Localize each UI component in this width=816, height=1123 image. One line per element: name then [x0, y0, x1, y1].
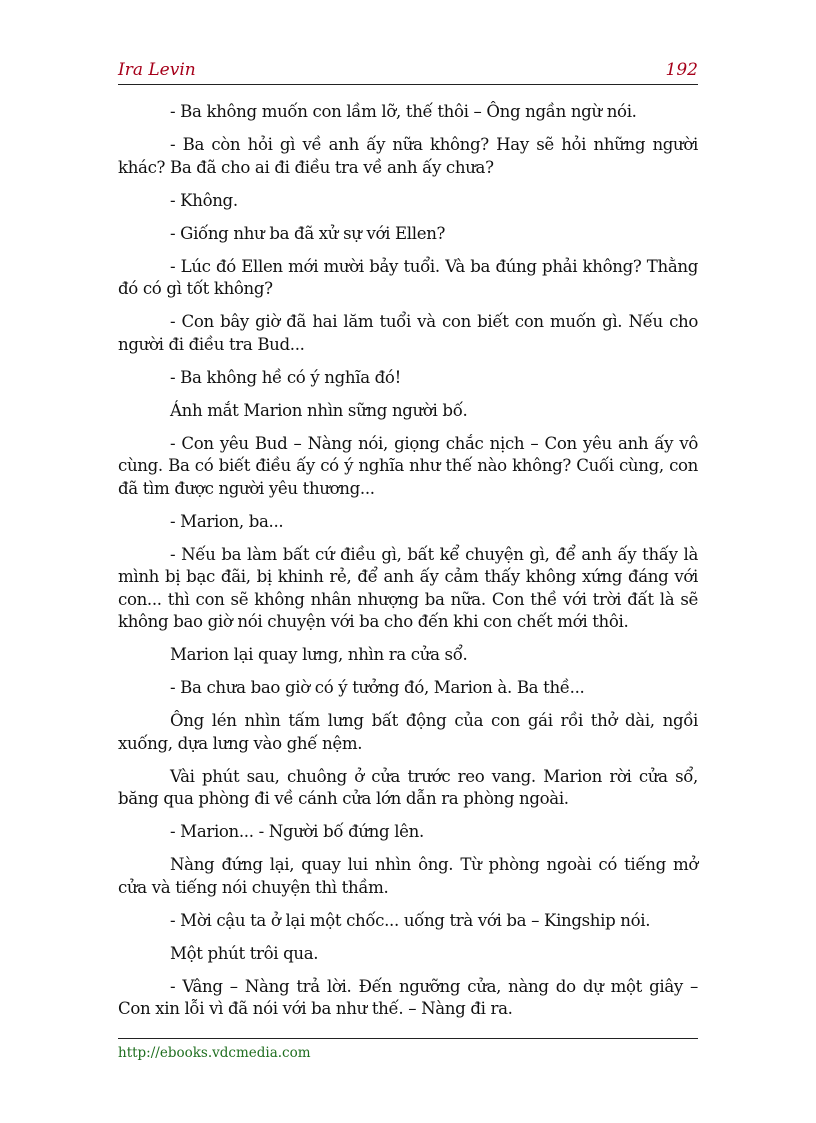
footer-divider: [118, 1038, 698, 1039]
paragraph: - Marion... - Người bố đứng lên.: [170, 822, 424, 841]
paragraph: Marion lại quay lưng, nhìn ra cửa sổ.: [170, 645, 468, 664]
paragraph: - Marion, ba...: [170, 511, 284, 531]
paragraph: - Ba không hề có ý nghĩa đó!: [170, 367, 401, 387]
paragraph: - Mời cậu ta ở lại một chốc... uống trà với ba – Kingship nói.: [170, 910, 651, 930]
page-body: [118, 101, 698, 1031]
paragraph: Một phút trôi qua.: [170, 943, 319, 963]
paragraph: - Ba không muốn con lầm lỡ, thế thôi – Ông ngần ngừ nói.: [170, 102, 637, 121]
paragraph: - Con bây giờ đã hai lăm tuổi và con biết con muốn gì. Nếu cho người đi điều tra Bud...: [118, 312, 698, 354]
page-number: 192: [665, 60, 698, 80]
paragraph: - Vâng – Nàng trả lời. Đến ngưỡng cửa, nàng do dự một giây – Con xin lỗi vì đã nói với ba như thế. – Nàng đi ra.: [118, 976, 698, 1018]
paragraph: Nàng đứng lại, quay lui nhìn ông. Từ phòng ngoài có tiếng mở cửa và tiếng nói chuyện thì thầm.: [118, 855, 698, 897]
paragraph: - Ba chưa bao giờ có ý tưởng đó, Marion à. Ba thề...: [170, 678, 585, 697]
book-author: Ira Levin: [118, 60, 196, 80]
paragraph: - Ba còn hỏi gì về anh ấy nữa không? Hay sẽ hỏi những người khác? Ba đã cho ai đi điều tra về anh ấy chưa?: [118, 135, 698, 177]
paragraph: Vài phút sau, chuông ở cửa trước reo vang. Marion rời cửa sổ, băng qua phòng đi về cánh cửa lớn dẫn ra phòng ngoài.: [118, 766, 698, 808]
paragraph: Ánh mắt Marion nhìn sững người bố.: [170, 400, 468, 420]
paragraph: - Giống như ba đã xử sự với Ellen?: [170, 223, 446, 243]
paragraph: - Lúc đó Ellen mới mười bảy tuổi. Và ba đúng phải không? Thằng đó có gì tốt không?: [118, 256, 698, 298]
paragraph: - Nếu ba làm bất cứ điều gì, bất kể chuyện gì, để anh ấy thấy là mình bị bạc đãi, bị khinh rẻ, để anh ấy cảm thấy không xứng đáng với con... thì con sẽ không nhân nhượng ba nữa. Con thề với trời đất là sẽ không bao giờ nói chuyện với ba cho đến khi con chết mới thôi.: [118, 544, 698, 631]
paragraph: - Con yêu Bud – Nàng nói, giọng chắc nịch – Con yêu anh ấy vô cùng. Ba có biết điều ấy có ý nghĩa như thế nào không? Cuối cùng, con đã tìm được người yêu thương...: [118, 433, 698, 498]
paragraph: Ông lén nhìn tấm lưng bất động của con gái rồi thở dài, ngồi xuống, dựa lưng vào ghế nệm.: [118, 711, 698, 753]
paragraph: - Không.: [170, 190, 238, 210]
footer-link[interactable]: http://ebooks.vdcmedia.com: [118, 1045, 311, 1061]
page-header: [118, 60, 698, 85]
